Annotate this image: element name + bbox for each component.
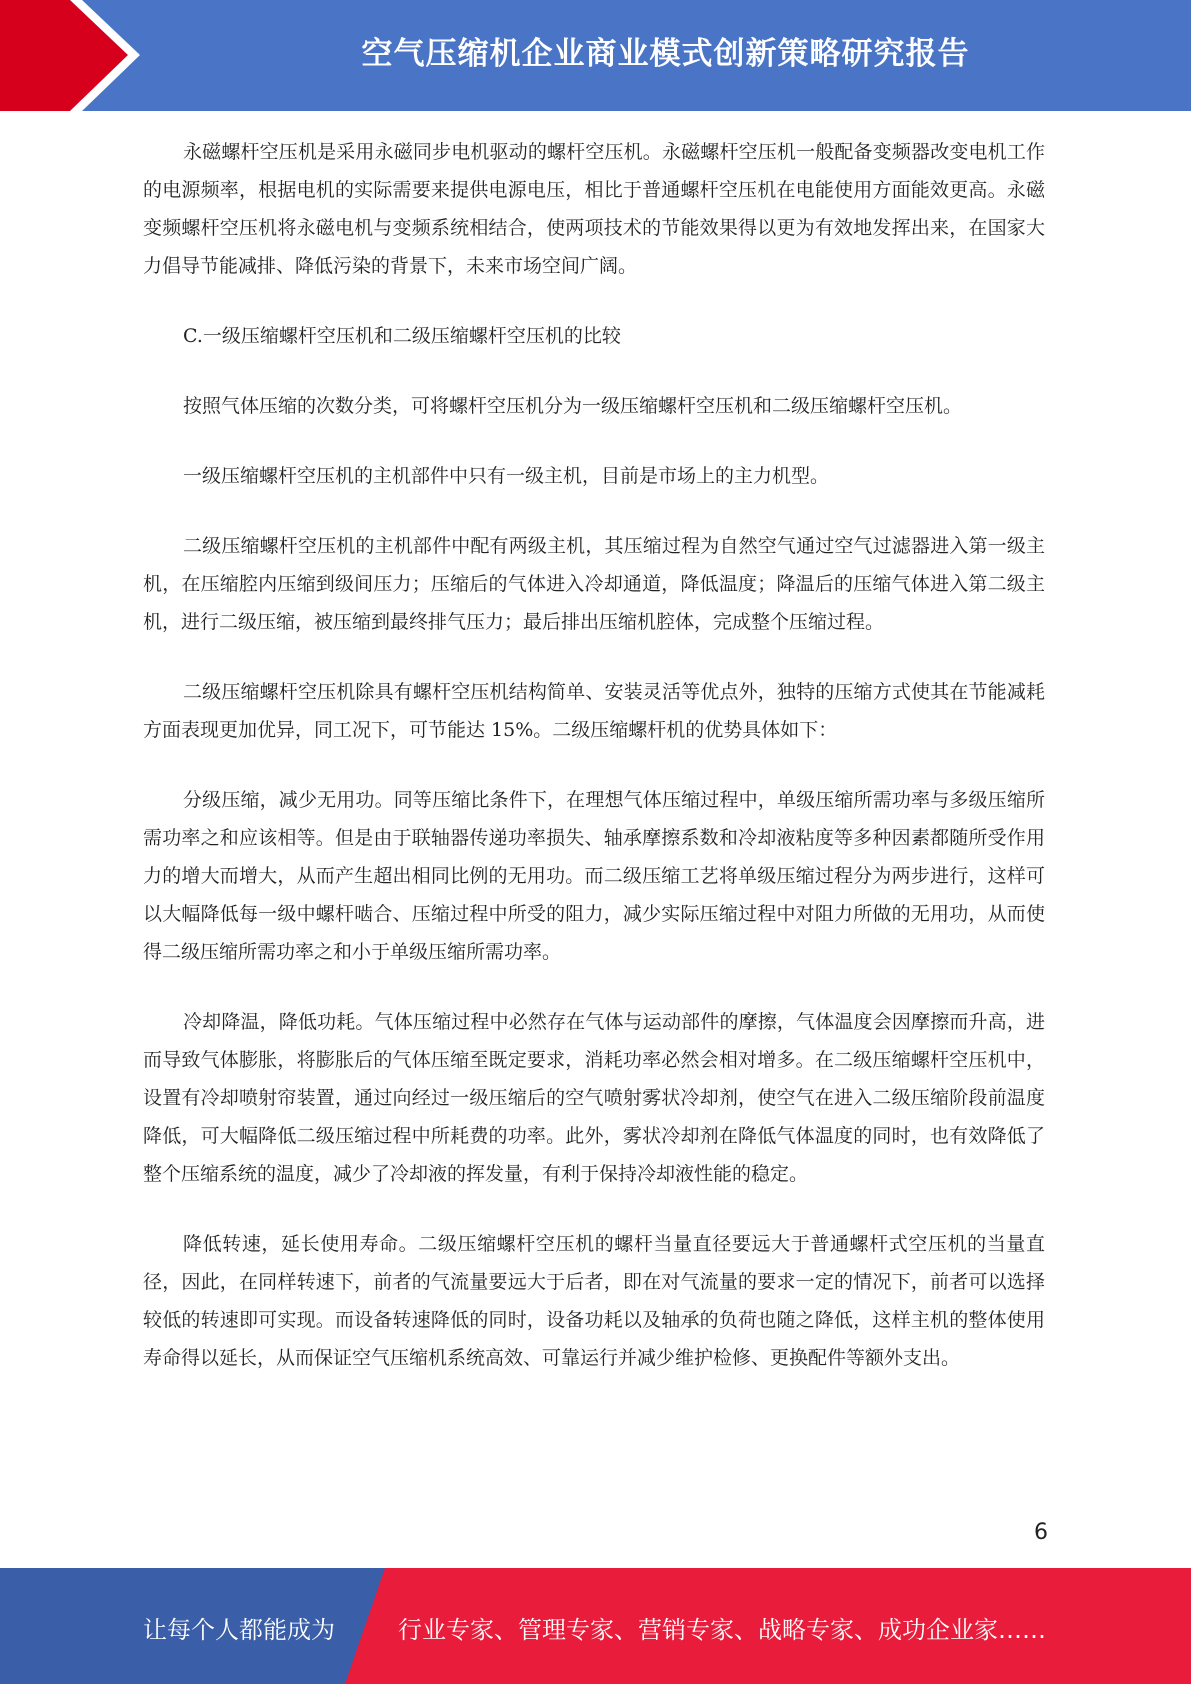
document-body bbox=[143, 133, 1045, 1409]
paragraph: 降低转速，延长使用寿命。二级压缩螺杆空压机的螺杆当量直径要远大于普通螺杆式空压机的当量直径，因此，在同样转速下，前者的气流量要远大于后者，即在对气流量的要求一定的情况下，前者可以选择较低的转速即可实现。而设备转速降低的同时，设备功耗以及轴承的负荷也随之降低，这样主机的整体使用寿命得以延长，从而保证空气压缩机系统高效、可靠运行并减少维护检修、更换配件等额外支出。 bbox=[143, 1233, 1045, 1369]
paragraph: 分级压缩，减少无用功。同等压缩比条件下，在理想气体压缩过程中，单级压缩所需功率与多级压缩所需功率之和应该相等。但是由于联轴器传递功率损失、轴承摩擦系数和冷却液粘度等多种因素都随所受作用力的增大而增大，从而产生超出相同比例的无用功。而二级压缩工艺将单级压缩过程分为两步进行，这样可以大幅降低每一级中螺杆啮合、压缩过程中所受的阻力，减少实际压缩过程中对阻力所做的无用功，从而使得二级压缩所需功率之和小于单级压缩所需功率。 bbox=[143, 789, 1045, 963]
header-bar bbox=[0, 0, 1191, 111]
footer-slogan-right: 行业专家、管理专家、营销专家、战略专家、成功企业家…… bbox=[398, 1616, 1046, 1644]
footer-bar bbox=[0, 1568, 1191, 1684]
paragraph: 一级压缩螺杆空压机的主机部件中只有一级主机，目前是市场上的主力机型。 bbox=[183, 465, 830, 487]
paragraph: 冷却降温，降低功耗。气体压缩过程中必然存在气体与运动部件的摩擦，气体温度会因摩擦而升高，进而导致气体膨胀，将膨胀后的气体压缩至既定要求，消耗功率必然会相对增多。在二级压缩螺杆空压机中，设置有冷却喷射帘装置，通过向经过一级压缩后的空气喷射雾状冷却剂，使空气在进入二级压缩阶段前温度降低，可大幅降低二级压缩过程中所耗费的功率。此外，雾状冷却剂在降低气体温度的同时，也有效降低了整个压缩系统的温度，减少了冷却液的挥发量，有利于保持冷却液性能的稳定。 bbox=[143, 1011, 1045, 1185]
section-heading: C.一级压缩螺杆空压机和二级压缩螺杆空压机的比较 bbox=[183, 325, 621, 347]
page-number: 6 bbox=[1034, 1520, 1048, 1545]
paragraph: 永磁螺杆空压机是采用永磁同步电机驱动的螺杆空压机。永磁螺杆空压机一般配备变频器改变电机工作的电源频率，根据电机的实际需要来提供电源电压，相比于普通螺杆空压机在电能使用方面能效更高。永磁变频螺杆空压机将永磁电机与变频系统相结合，使两项技术的节能效果得以更为有效地发挥出来，在国家大力倡导节能减排、降低污染的背景下，未来市场空间广阔。 bbox=[143, 141, 1045, 277]
report-title: 空气压缩机企业商业模式创新策略研究报告 bbox=[361, 36, 970, 72]
footer-slogan-left: 让每个人都能成为 bbox=[143, 1616, 335, 1644]
paragraph: 二级压缩螺杆空压机除具有螺杆空压机结构简单、安装灵活等优点外，独特的压缩方式使其在节能减耗方面表现更加优异，同工况下，可节能达 15%。二级压缩螺杆机的优势具体如下： bbox=[143, 681, 1045, 741]
paragraph: 二级压缩螺杆空压机的主机部件中配有两级主机，其压缩过程为自然空气通过空气过滤器进入第一级主机，在压缩腔内压缩到级间压力；压缩后的气体进入冷却通道，降低温度；降温后的压缩气体进入第二级主机，进行二级压缩，被压缩到最终排气压力；最后排出压缩机腔体，完成整个压缩过程。 bbox=[143, 535, 1045, 633]
paragraph: 按照气体压缩的次数分类，可将螺杆空压机分为一级压缩螺杆空压机和二级压缩螺杆空压机。 bbox=[183, 395, 963, 417]
